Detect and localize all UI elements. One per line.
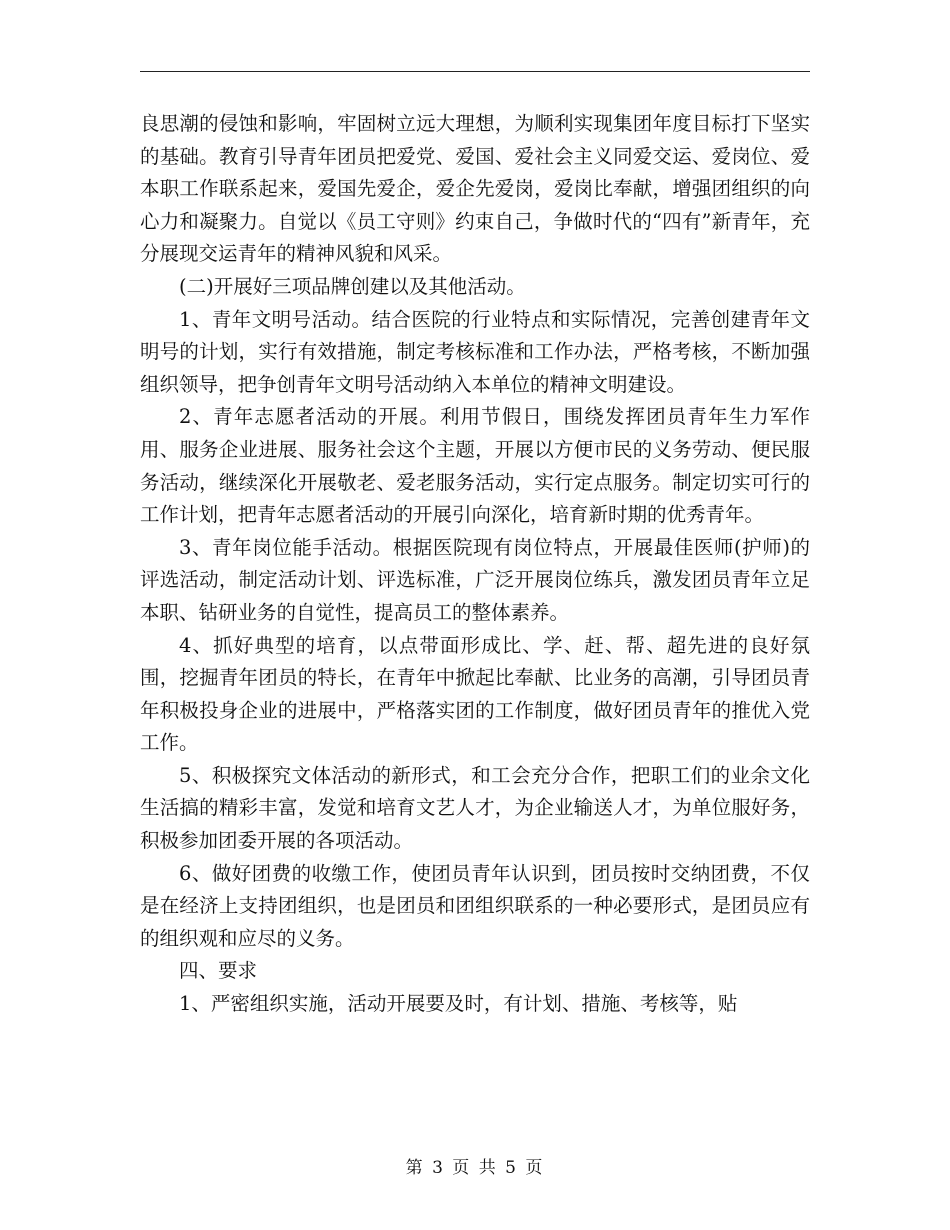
- paragraph-item-1: 1、青年文明号活动。结合医院的行业特点和实际情况，完善创建青年文明号的计划，实行有效措施，制定考核标准和工作办法，严格考核，不断加强组织领导，把争创青年文明号活动纳入本单位的精神文明建设。: [140, 307, 810, 396]
- paragraph-continuation: 良思潮的侵蚀和影响，牢固树立远大理想，为顺利实现集团年度目标打下坚实的基础。教育引导青年团员把爱党、爱国、爱社会主义同爱交运、爱岗位、爱本职工作联系起来，爱国先爱企，爱企先爱岗，爱岗比奉献，增强团组织的向心力和凝聚力。自觉以《员工守则》约束自己，争做时代的“四有”新青年，充分展现交运青年的精神风貌和风采。: [140, 112, 810, 266]
- paragraph-item-3: 3、青年岗位能手活动。根据医院现有岗位特点，开展最佳医师(护师)的评选活动，制定活动计划、评选标准，广泛开展岗位练兵，激发团员青年立足本职、钻研业务的自觉性，提高员工的整体素养。: [140, 535, 810, 624]
- paragraph-item-2: 2、青年志愿者活动的开展。利用节假日，围绕发挥团员青年生力军作用、服务企业进展、服务社会这个主题，开展以方便市民的义务劳动、便民服务活动，继续深化开展敬老、爱老服务活动，实行定点服务。制定切实可行的工作计划，把青年志愿者活动的开展引向深化，培育新时期的优秀青年。: [140, 405, 810, 527]
- header-rule: [140, 71, 810, 72]
- section-heading-requirements: 四、要求: [179, 959, 258, 983]
- paragraph-item-5: 5、积极探究文体活动的新形式，和工会充分合作，把职工们的业余文化生活搞的精彩丰富，发觉和培育文艺人才，为企业输送人才，为单位服好务，积极参加团委开展的各项活动。: [140, 763, 810, 853]
- paragraph-requirement-1: 1、严密组织实施，活动开展要及时，有计划、措施、考核等，贴: [179, 992, 738, 1016]
- section-heading-activities: (二)开展好三项品牌创建以及其他活动。: [179, 274, 526, 298]
- paragraph-item-4: 4、抓好典型的培育，以点带面形成比、学、赶、帮、超先进的良好氛围，挖掘青年团员的特长，在青年中掀起比奉献、比业务的高潮，引导团员青年积极投身企业的进展中，严格落实团的工作制度，做好团员青年的推优入党工作。: [140, 633, 810, 755]
- paragraph-item-6: 6、做好团费的收缴工作，使团员青年认识到，团员按时交纳团费，不仅是在经济上支持团组织，也是团员和团组织联系的一种必要形式，是团员应有的组织观和应尽的义务。: [140, 861, 810, 950]
- document-body: [140, 108, 810, 1021]
- page-number-footer: 第 3 页 共 5 页: [405, 1158, 545, 1178]
